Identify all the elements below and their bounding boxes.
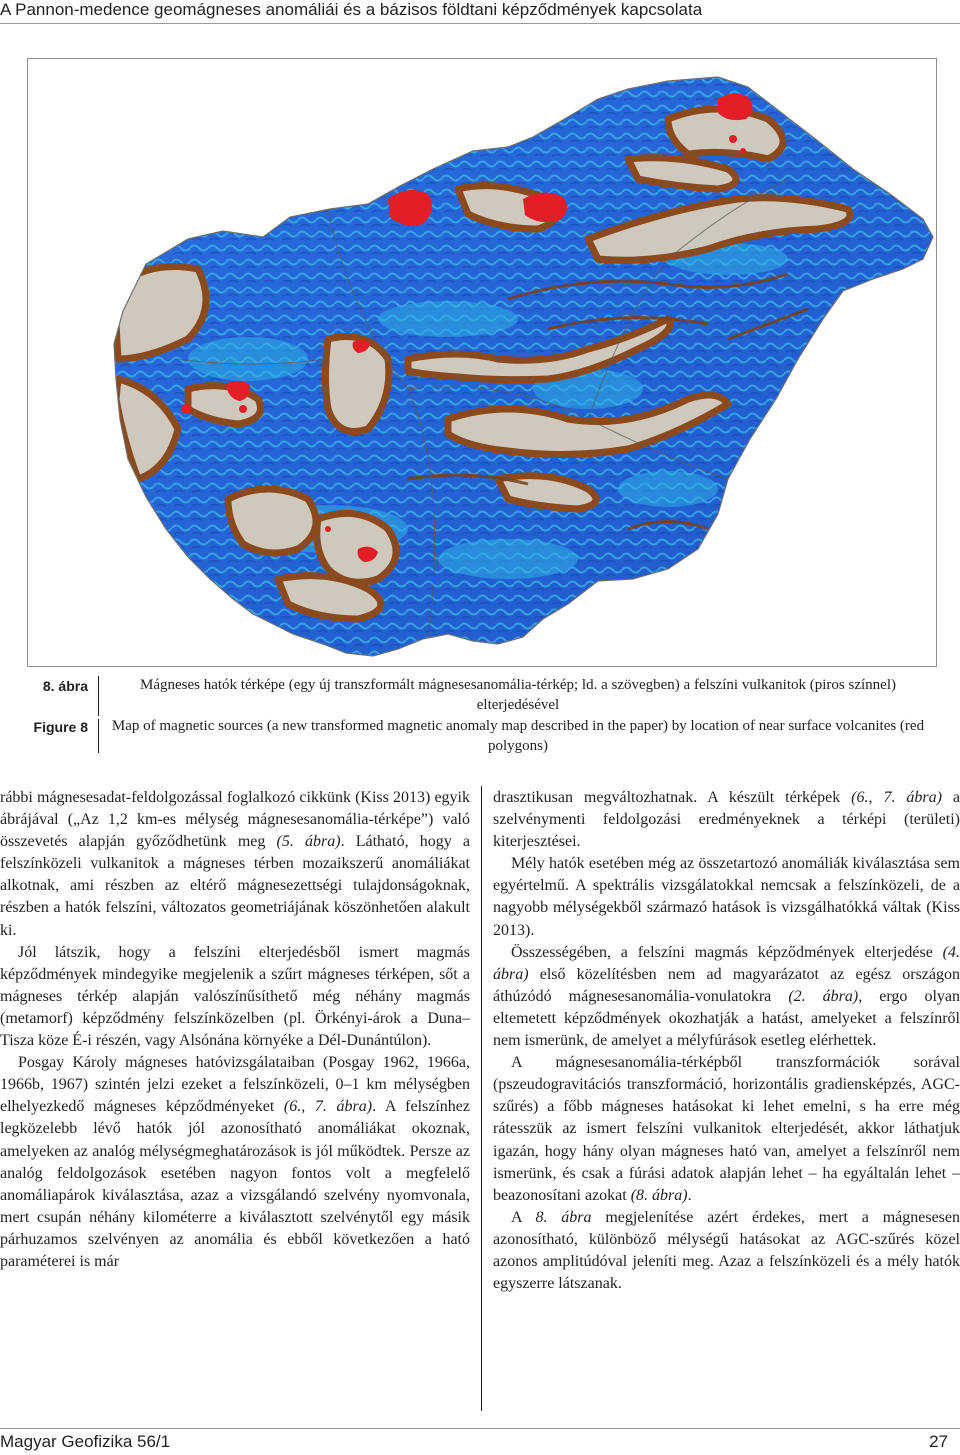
- caption-divider-hu: [98, 676, 99, 716]
- paragraph: Összességében, a felszíni magmás képződmények elterjedése (4. ábra) első közelítésben nem ad magyarázatot az egész országon áthúzódó mágnesesanomália-vonulatokra (2. ábra), ergo olyan eltemetett képződmények okozhatják a hatást, amelyeket a felszínről nem ismerünk, de amelyet a mélyfúrások esetleg elérhettek.: [493, 943, 960, 1050]
- header-rule: [0, 23, 960, 24]
- figure-reference: (5. ábra): [276, 833, 341, 851]
- running-header: A Pannon-medence geomágneses anomáliái és a bázisos földtani képződmények kapcsolata: [0, 0, 703, 19]
- body-column-left: [0, 787, 470, 1273]
- paragraph: Mély hatók esetében még az összetartozó anomáliák kiválasztása sem egyértelmű. A spektrális vizsgálatokkal nemcsak a felszínközeli, de a nagyobb mélységekből származó hatások is vizsgálhatókká váltak (Kiss 2013).: [493, 855, 960, 939]
- paragraph: A 8. ábra megjelenítése azért érdekes, mert a mágnesesen azonosítható, különböző mélységű hatásokat az AGC-szűrés közel azonos amplitúdóval jeleníti meg. Azaz a felszínközeli és a mély hatók egyszerre látszanak.: [493, 1208, 960, 1293]
- caption-text-hu: Mágneses hatók térképe (egy új transzformált mágnesesanomália-térkép; ld. a szövegben) a felszíni vulkanitok (piros színnel) elterjedésével: [140, 677, 896, 713]
- paragraph: rábbi mágnesesadat-feldolgozással foglalkozó cikkünk (Kiss 2013) egyik ábrájával („Az 1,2 km-es mélység mágnesesanomália-térképe”) való összevetés alapján győződhetünk meg (5. ábra). Látható, hogy a felszínközeli vulkanitok a mágneses térben mozaikszerű anomáliákat alkotnak, ami részben az eltérő mágnesezettségi tulajdonságoknak, részben a hatók felszíni, változatos geometriájának köszönhetően alakult ki.: [0, 789, 471, 939]
- caption-label-hu: 8. ábra: [42, 678, 88, 694]
- journal-name: Magyar Geofizika 56/1: [0, 1432, 171, 1451]
- paragraph: Jól látszik, hogy a felszíni elterjedésből ismert magmás képződmények mindegyike megjelenik a szűrt mágneses térképen, sőt a mágneses térkép alapján valószínűsíthető még néhány magmás (metamorf) képződmény felszínközelben (pl. Örkényi-árok a Duna–Tisza köze É-i részén, vagy Alsónána környéke a Dél-Dunántúlon).: [0, 943, 470, 1050]
- caption-text-en: Map of magnetic sources (a new transformed magnetic anomaly map described in the paper) by location of near surface volcanites (red polygons): [111, 718, 925, 754]
- paragraph: drasztikusan megváltozhatnak. A készült térképek (6., 7. ábra) a szelvénymenti feldolgozási eredményeknek a térképi (területi) kiterjesztései.: [493, 789, 960, 851]
- body-column-right: [493, 787, 960, 1295]
- page-number: 27: [929, 1432, 948, 1451]
- figure-reference: (6., 7. ábra): [851, 789, 942, 806]
- caption-label-en: Figure 8: [33, 719, 88, 735]
- figure-reference: (6., 7. ábra): [283, 1098, 373, 1116]
- footer-rule: [0, 1428, 960, 1429]
- column-divider: [481, 786, 482, 1411]
- figure-reference: (8. ábra): [630, 1186, 688, 1204]
- figure-8-map: [27, 58, 937, 667]
- figure-reference: (4. ábra): [493, 943, 960, 983]
- figure-reference: 8. ábra: [535, 1208, 592, 1226]
- paragraph: Posgay Károly mágneses hatóvizsgálataiban (Posgay 1962, 1966a, 1966b, 1967) szintén jelzi ezeket a felszínközeli, 0–1 km mélységben elhelyezkedő mágneses képződményeket (6., 7. ábra). A felszínhez legközelebb lévő hatók jól azonosítható anomáliákat okoznak, amelyeken az analóg mélységmeghatározások is jól működtek. Persze az analóg feldolgozások esetében nagyon fontos volt a megfelelő anomáliapárok kiválasztása, azaz a vizsgálandó szelvény nyomvonala, mert csupán néhány kilométerre a kiválasztott szelvénytől egy másik párhuzamos szelvényen az anomália és ebből következően a ható paraméterei is már: [0, 1054, 471, 1270]
- caption-divider-en: [98, 719, 99, 753]
- figure-reference: (2. ábra): [788, 987, 859, 1005]
- paragraph: A mágnesesanomália-térképből transzformációk sorával (pszeudogravitációs transzformáció, horizontális gradiensképzés, AGC-szűrés) a főbb mágneses hatásokat ki lehet emelni, s ha erre még rátesszük az ismert felszíni vulkanitok elterjedését, akkor láthatjuk igazán, hogy hány olyan mágneses ható van, amelyet a felszínről nem ismerünk, és csak a fúrási adatok alapján lehet – ha egyáltalán lehet – beazonosítani azokat (8. ábra).: [493, 1054, 960, 1204]
- magnetic-source-map: [28, 59, 936, 666]
